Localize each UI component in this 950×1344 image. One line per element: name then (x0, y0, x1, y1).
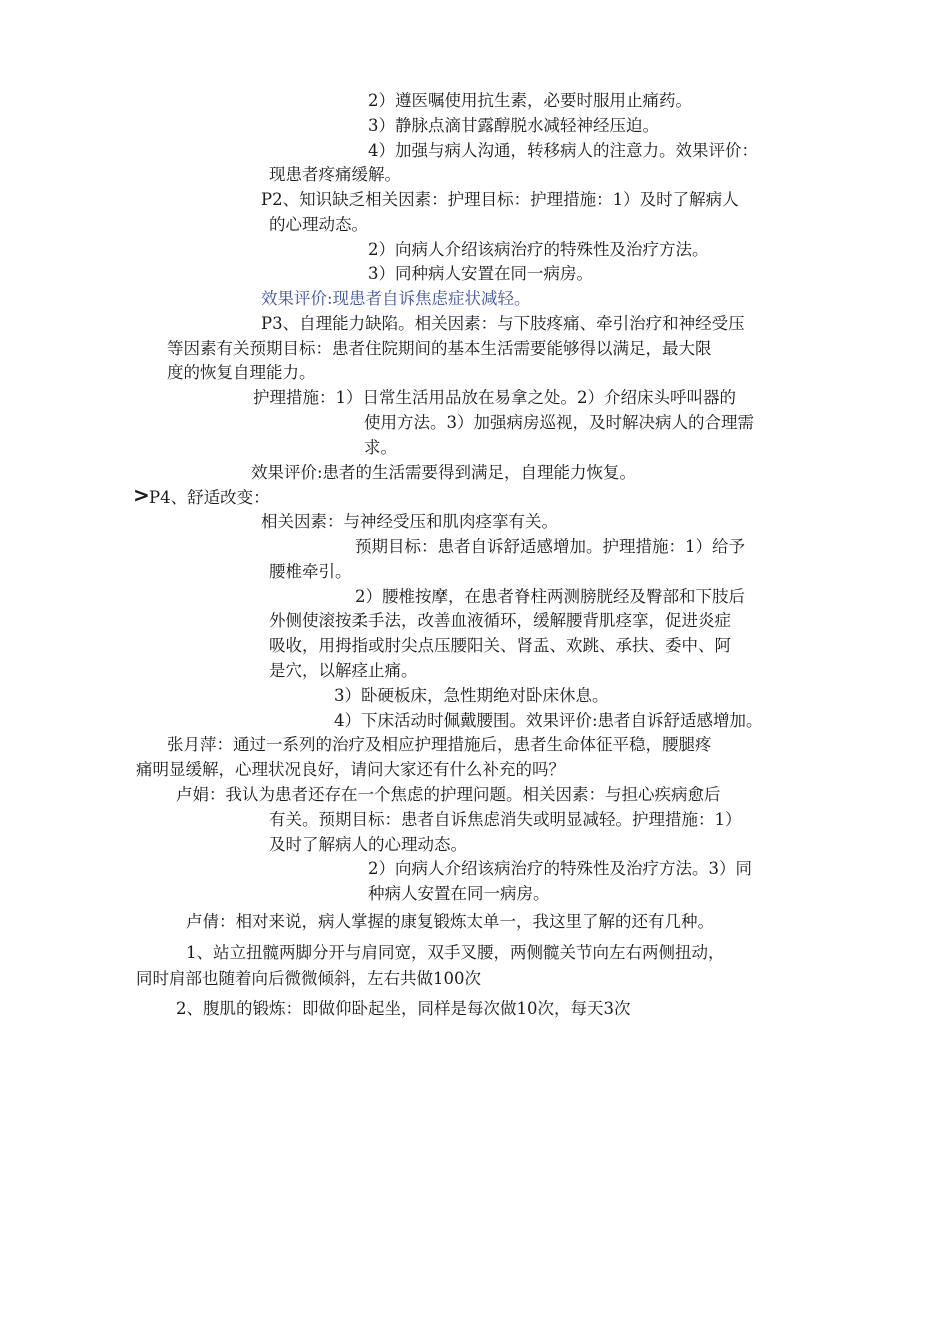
text-line: 求。 (364, 438, 397, 457)
text-line: 的心理动态。 (269, 215, 368, 234)
text-line: 有关。预期目标：患者自诉焦虑消失或明显减轻。护理措施：1） (269, 810, 742, 829)
text-line: 2）向病人介绍该病治疗的特殊性及治疗方法。3）同 (368, 859, 752, 878)
text-line: 外侧使滚按柔手法，改善血液循环，缓解腰背肌痉挛，促进炎症 (269, 611, 731, 630)
text-line: 4）加强与病人沟通，转移病人的注意力。效果评价： (368, 141, 758, 160)
text-line: 是穴，以解痉止痛。 (269, 661, 418, 680)
evaluation-line: 效果评价:现患者自诉焦虑症状减轻。 (261, 289, 531, 308)
text-line: 度的恢复自理能力。 (167, 363, 316, 382)
text-line: 2）向病人介绍该病治疗的特殊性及治疗方法。 (368, 240, 709, 259)
text-line: 现患者疼痛缓解。 (269, 165, 401, 184)
text-line: 1、站立扭髋两脚分开与肩同宽，双手叉腰，两侧髋关节向左右两侧扭动， (186, 943, 725, 962)
text-line: 使用方法。3）加强病房巡视，及时解决病人的合理需 (364, 413, 754, 432)
text-line: 预期目标：患者自诉舒适感增加。护理措施：1）给予 (355, 537, 745, 556)
text-line: 种病人安置在同一病房。 (368, 884, 550, 903)
text-line: 同时肩部也随着向后微微倾斜，左右共做100次 (136, 969, 481, 988)
text-line: 痛明显缓解，心理状况良好，请问大家还有什么补充的吗？ (136, 760, 565, 779)
text-line: 等因素有关预期目标：患者住院期间的基本生活需要能够得以满足，最大限 (167, 339, 712, 358)
text-line: 2）腰椎按摩，在患者脊柱两测膀胱经及臀部和下肢后 (355, 587, 745, 606)
text-line: 4）下床活动时佩戴腰围。效果评价:患者自诉舒适感增加。 (334, 711, 763, 730)
text-line: P3、自理能力缺陷。相关因素：与下肢疼痛、牵引治疗和神经受压 (261, 314, 745, 333)
text-line: 效果评价:患者的生活需要得到满足，自理能力恢复。 (251, 463, 637, 482)
text-line: 2）遵医嘱使用抗生素，必要时服用止痛药。 (368, 91, 692, 110)
text-line: 腰椎牵引。 (269, 562, 352, 581)
text-line: 3）卧硬板床，急性期绝对卧床休息。 (334, 686, 609, 705)
text-line: 3）同种病人安置在同一病房。 (368, 264, 593, 283)
text-line: 护理措施：1）日常生活用品放在易拿之处。2）介绍床头呼叫器的 (253, 388, 736, 407)
text-line: 吸收，用拇指或肘尖点压腰阳关、肾盂、欢跳、承扶、委中、阿 (269, 636, 731, 655)
text-line: 卢娟：我认为患者还存在一个焦虑的护理问题。相关因素：与担心疾病愈后 (176, 785, 721, 804)
text-line: 卢倩：相对来说，病人掌握的康复锻炼太单一，我这里了解的还有几种。 (186, 912, 714, 931)
text-line: P2、知识缺乏相关因素：护理目标：护理措施：1）及时了解病人 (261, 190, 739, 209)
text-line: 及时了解病人的心理动态。 (269, 835, 467, 854)
text-line: 相关因素：与神经受压和肌肉痉挛有关。 (261, 512, 558, 531)
arrow-marker-icon: > (133, 483, 150, 507)
text-line: 2、腹肌的锻炼：即做仰卧起坐，同样是每次做10次，每天3次 (176, 999, 631, 1018)
section-heading: P4、舒适改变： (149, 488, 270, 507)
text-line: 张月萍：通过一系列的治疗及相应护理措施后，患者生命体征平稳，腰腿疼 (167, 735, 712, 754)
text-line: 3）静脉点滴甘露醇脱水减轻神经压迫。 (368, 116, 659, 135)
